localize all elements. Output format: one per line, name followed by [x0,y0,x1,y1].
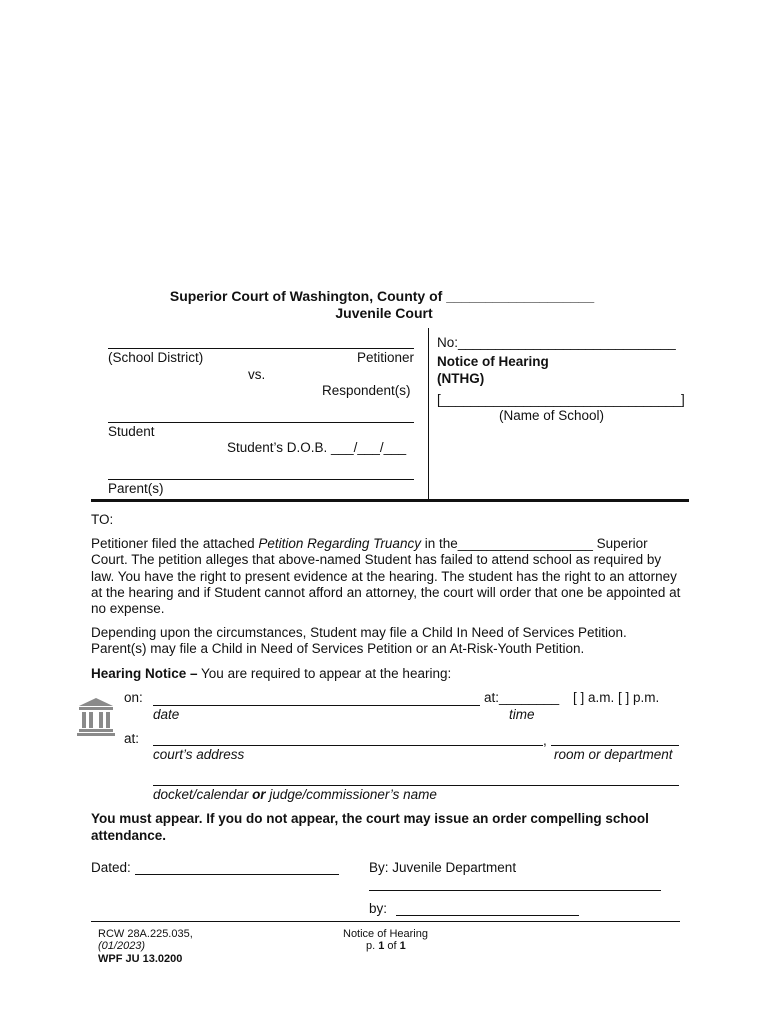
to-label: TO: [91,512,114,527]
docket-caption: docket/calendar or judge/commissioner’s name [153,787,437,802]
at-label: at: [124,731,140,746]
hearing-notice: Hearing Notice – You are required to appear at the hearing: [91,666,452,681]
footer-rule [91,921,680,922]
date-caption: date [153,707,180,722]
juvenile-department-label: By: Juvenile Department [369,860,517,875]
student-dob: Student’s D.O.B. ___/___/___ [227,440,407,455]
school-name-label: (Name of School) [499,408,605,423]
room-line [551,745,679,746]
appearance-warning: You must appear. If you do not appear, the court may issue an order compelling school attendance. [91,811,649,843]
case-number-field: No:_____________________________ [437,335,676,350]
am-pm-checkboxes: [ ] a.m. [ ] p.m. [573,690,660,705]
court-address-line [153,745,543,746]
student-label: Student [108,424,155,439]
time-caption: time [509,707,535,722]
on-label: on: [124,690,143,705]
by-label: by: [369,901,388,916]
vs-label: vs. [248,367,266,382]
footer-date: (01/2023) [98,940,146,952]
parents-label: Parent(s) [108,481,164,496]
address-comma: , [543,733,547,748]
court-title: Superior Court of Washington, County of ___________________ [169,288,595,304]
caption-divider [428,328,429,500]
court-address-caption: court’s address [153,747,245,762]
school-name-field: [________________________________] [437,392,685,407]
dated-label: Dated: [91,860,131,875]
respondents-label: Respondent(s) [322,383,411,398]
footer-form-id: WPF JU 13.0200 [98,953,183,965]
footer-title: Notice of Hearing [343,928,428,940]
courthouse-icon [77,697,115,737]
court-subtitle: Juvenile Court [335,305,433,321]
paragraph-circumstances: Depending upon the circumstances, Student may file a Child In Need of Services Petition. Parent(s) may file a Child in Need of Services Petition or an At-Risk-Youth Petition. [91,625,627,657]
school-district-line [108,348,414,349]
time-field: at:________ [484,690,560,705]
docket-line [153,785,679,786]
footer-rcw: RCW 28A.225.035, [98,928,193,940]
school-district-label: (School District) [108,350,204,365]
document-code: (NTHG) [437,371,485,386]
caption-rule [91,499,689,502]
paragraph-petition: Petitioner filed the attached Petition Regarding Truancy in the__________________ Superior Court. The petition alleges that above-named Student has failed to attend school as required by law. You have the right to present evidence at the hearing. The student has the right to an attorney at the hearing and if Student cannot afford an attorney, the court will order that one be appointed at no expense. [91,536,681,617]
document-title: Notice of Hearing [437,354,549,369]
footer-page: p. 1 of 1 [366,940,406,952]
dated-line [135,874,339,875]
department-signature-line [369,890,661,891]
by-signature-line [396,915,579,916]
room-caption: room or department [554,747,673,762]
parents-line [108,479,414,480]
petitioner-label: Petitioner [357,350,415,365]
date-line [153,705,480,706]
student-line [108,422,414,423]
